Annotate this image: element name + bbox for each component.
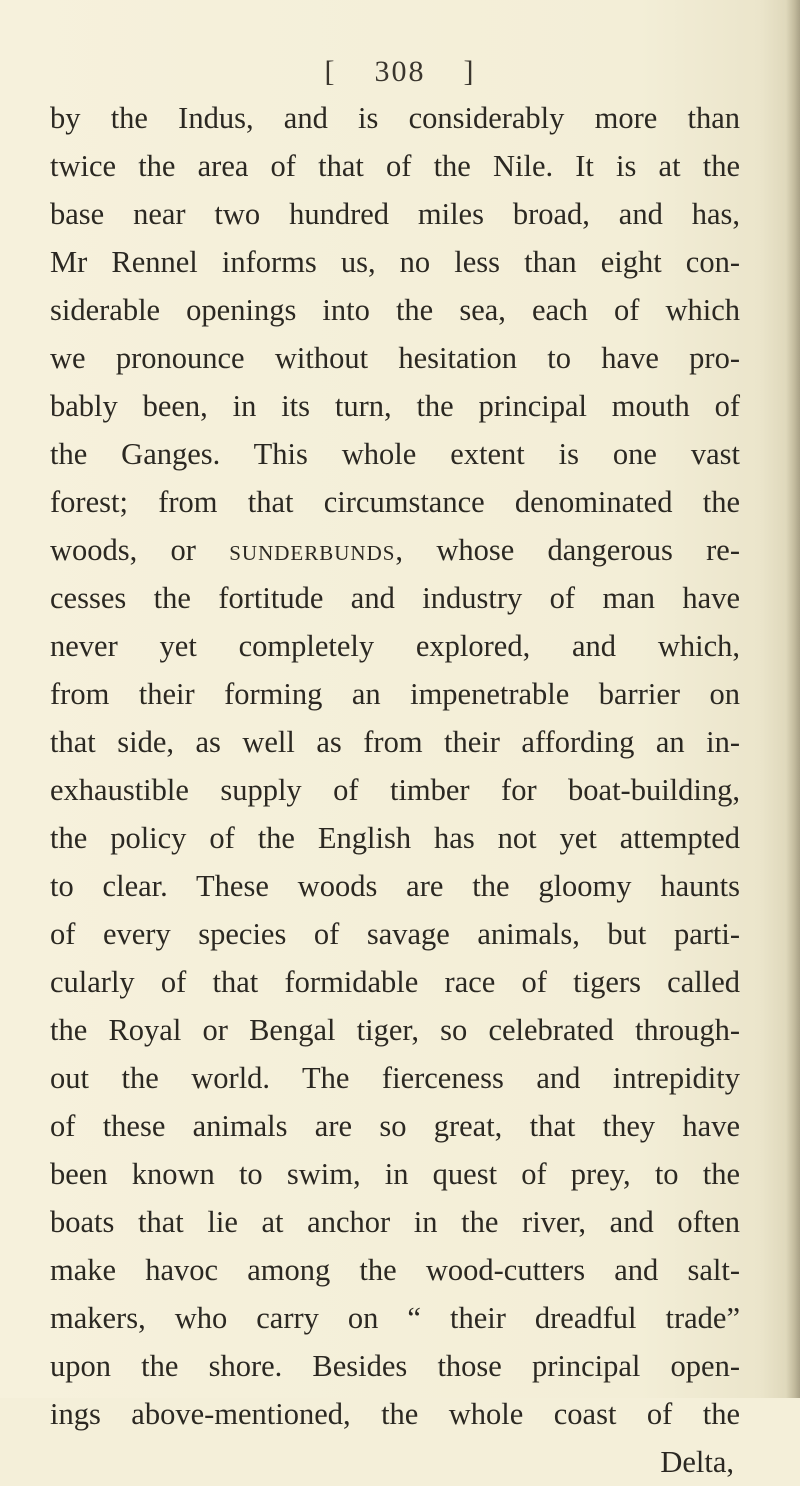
text-fragment: woods, or: [50, 533, 230, 567]
text-line: forest; from that circumstance denominated the: [50, 485, 740, 519]
page-edge-shadow: [786, 0, 800, 1398]
text-line-sunderbunds: [50, 526, 740, 574]
sunderbunds-smallcaps: sunderbunds: [229, 533, 396, 567]
text-line: from their forming an impenetrable barrier on: [50, 677, 740, 711]
text-line: ings above-mentioned, the whole coast of the: [50, 1397, 740, 1431]
catchword: Delta,: [660, 1445, 734, 1479]
text-line: the policy of the English has not yet attempted: [50, 821, 740, 855]
text-line: twice the area of that of the Nile. It is at the: [50, 149, 740, 183]
text-line: siderable openings into the sea, each of which: [50, 293, 740, 327]
page-number-bracket-close: ]: [463, 55, 476, 88]
text-line: make havoc among the wood-cutters and salt-: [50, 1253, 740, 1287]
text-line: the Ganges. This whole extent is one vast: [50, 437, 740, 471]
text-line: the Royal or Bengal tiger, so celebrated through-: [50, 1013, 740, 1047]
text-line: of every species of savage animals, but parti-: [50, 917, 740, 951]
page-number: 308: [374, 55, 426, 88]
text-line: that side, as well as from their affording an in-: [50, 725, 740, 759]
text-line: never yet completely explored, and which,: [50, 629, 740, 663]
text-fragment: , whose dangerous re-: [395, 533, 740, 567]
text-line: been known to swim, in quest of prey, to the: [50, 1157, 740, 1191]
text-line: makers, who carry on “ their dreadful trade”: [50, 1301, 740, 1335]
text-line: bably been, in its turn, the principal mouth of: [50, 389, 740, 423]
body-text: [50, 94, 740, 1486]
page-number-bracket-open: [: [324, 55, 337, 88]
text-line: cularly of that formidable race of tigers called: [50, 965, 740, 999]
page-number-header: [0, 55, 800, 89]
text-line: boats that lie at anchor in the river, and often: [50, 1205, 740, 1239]
text-line: Mr Rennel informs us, no less than eight con-: [50, 245, 740, 279]
text-line: of these animals are so great, that they have: [50, 1109, 740, 1143]
text-line: exhaustible supply of timber for boat-building,: [50, 773, 740, 807]
text-line: by the Indus, and is considerably more than: [50, 101, 740, 135]
text-line: cesses the fortitude and industry of man have: [50, 581, 740, 615]
text-line: out the world. The fierceness and intrepidity: [50, 1061, 740, 1095]
text-line: upon the shore. Besides those principal open-: [50, 1349, 740, 1383]
text-line: base near two hundred miles broad, and has,: [50, 197, 740, 231]
text-line: we pronounce without hesitation to have pro-: [50, 341, 740, 375]
text-line: to clear. These woods are the gloomy haunts: [50, 869, 740, 903]
